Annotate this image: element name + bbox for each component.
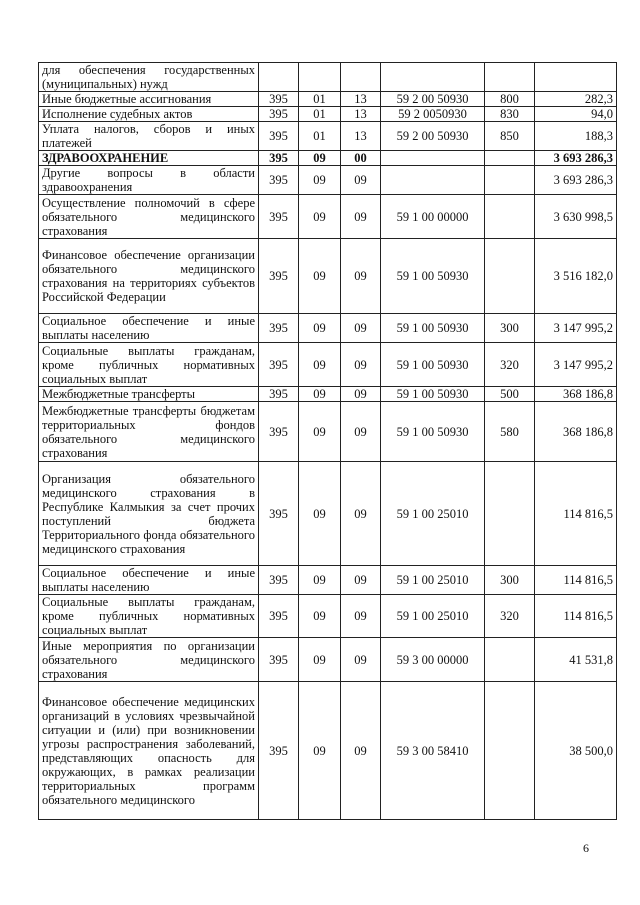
amount-cell: 3 693 286,3 [535,151,617,166]
admin-code-cell: 395 [259,166,299,195]
table-row [39,595,617,638]
section-code-cell: 09 [299,314,341,343]
target-article-cell: 59 1 00 50930 [381,239,485,314]
row-name-cell: Социальное обеспечение и иные выплаты населению [39,314,259,343]
table-row [39,387,617,402]
target-article-cell: 59 3 00 58410 [381,682,485,820]
table-row [39,566,617,595]
target-article-cell: 59 1 00 50930 [381,387,485,402]
table-row [39,314,617,343]
row-name-cell: Финансовое обеспечение медицинских организаций в условиях чрезвычайной ситуации и (или) при возникновении угрозы распространения заболеваний, представляющих опасность для окружающих, в рамках реализации территориальных программ обязательного медицинского [39,682,259,820]
subsection-code-cell: 09 [341,239,381,314]
admin-code-cell: 395 [259,682,299,820]
amount-cell: 3 516 182,0 [535,239,617,314]
expense-type-cell [485,638,535,682]
target-article-cell: 59 1 00 25010 [381,595,485,638]
table-row [39,462,617,566]
expense-type-cell [485,239,535,314]
target-article-cell: 59 1 00 50930 [381,343,485,387]
amount-cell: 3 147 995,2 [535,314,617,343]
subsection-code-cell: 09 [341,682,381,820]
admin-code-cell: 395 [259,462,299,566]
amount-cell: 114 816,5 [535,566,617,595]
amount-cell: 41 531,8 [535,638,617,682]
admin-code-cell: 395 [259,239,299,314]
row-name-cell: Финансовое обеспечение организации обязательного медицинского страхования на территориях субъектов Российской Федерации [39,239,259,314]
table-row [39,107,617,122]
amount-cell: 3 693 286,3 [535,166,617,195]
table-body [39,63,617,820]
row-name-cell: Уплата налогов, сборов и иных платежей [39,122,259,151]
subsection-code-cell: 09 [341,638,381,682]
row-name-cell: Социальные выплаты гражданам, кроме публичных нормативных социальных выплат [39,595,259,638]
row-name-cell: Осуществление полномочий в сфере обязательного медицинского страхования [39,195,259,239]
expense-type-cell: 800 [485,92,535,107]
section-code-cell: 01 [299,92,341,107]
subsection-code-cell: 09 [341,387,381,402]
subsection-code-cell: 09 [341,566,381,595]
expense-type-cell: 320 [485,595,535,638]
admin-code-cell: 395 [259,387,299,402]
admin-code-cell: 395 [259,566,299,595]
amount-cell: 94,0 [535,107,617,122]
row-name-cell: Исполнение судебных актов [39,107,259,122]
expense-type-cell [485,63,535,92]
expense-type-cell [485,151,535,166]
subsection-code-cell: 09 [341,462,381,566]
section-code-cell [299,63,341,92]
amount-cell: 368 186,8 [535,402,617,462]
target-article-cell [381,166,485,195]
subsection-code-cell: 09 [341,195,381,239]
section-code-cell: 09 [299,595,341,638]
expense-type-cell [485,195,535,239]
row-name-cell: Иные мероприятия по организации обязательного медицинского страхования [39,638,259,682]
section-code-cell: 09 [299,195,341,239]
amount-cell: 188,3 [535,122,617,151]
row-name-cell: Межбюджетные трансферты [39,387,259,402]
expense-type-cell: 500 [485,387,535,402]
target-article-cell: 59 1 00 25010 [381,566,485,595]
expense-type-cell: 850 [485,122,535,151]
admin-code-cell [259,63,299,92]
section-code-cell: 09 [299,638,341,682]
row-name-cell: ЗДРАВООХРАНЕНИЕ [39,151,259,166]
target-article-cell: 59 1 00 50930 [381,402,485,462]
expense-type-cell [485,462,535,566]
row-name-cell: Межбюджетные трансферты бюджетам территориальных фондов обязательного медицинского страхования [39,402,259,462]
expense-type-cell [485,166,535,195]
section-code-cell: 09 [299,343,341,387]
subsection-code-cell: 09 [341,314,381,343]
expense-type-cell: 830 [485,107,535,122]
row-name-cell: Социальное обеспечение и иные выплаты населению [39,566,259,595]
amount-cell: 38 500,0 [535,682,617,820]
expense-type-cell: 320 [485,343,535,387]
row-name-cell: Организация обязательного медицинского страхования в Республике Калмыкия за счет прочих поступлений бюджета Территориального фонда обязательного медицинского страхования [39,462,259,566]
section-code-cell: 09 [299,151,341,166]
target-article-cell [381,151,485,166]
expense-type-cell: 580 [485,402,535,462]
target-article-cell: 59 1 00 25010 [381,462,485,566]
amount-cell [535,63,617,92]
subsection-code-cell: 09 [341,402,381,462]
row-name-cell: Социальные выплаты гражданам, кроме публичных нормативных социальных выплат [39,343,259,387]
target-article-cell: 59 2 0050930 [381,107,485,122]
expense-type-cell: 300 [485,314,535,343]
table-row [39,343,617,387]
section-code-cell: 01 [299,122,341,151]
amount-cell: 368 186,8 [535,387,617,402]
subsection-code-cell [341,63,381,92]
section-code-cell: 09 [299,387,341,402]
admin-code-cell: 395 [259,107,299,122]
section-code-cell: 09 [299,566,341,595]
page-number: 6 [583,841,589,855]
admin-code-cell: 395 [259,122,299,151]
admin-code-cell: 395 [259,343,299,387]
amount-cell: 114 816,5 [535,595,617,638]
target-article-cell: 59 2 00 50930 [381,122,485,151]
table-row [39,402,617,462]
subsection-code-cell: 13 [341,107,381,122]
section-code-cell: 01 [299,107,341,122]
admin-code-cell: 395 [259,314,299,343]
target-article-cell: 59 2 00 50930 [381,92,485,107]
section-code-cell: 09 [299,402,341,462]
table-row [39,682,617,820]
expense-type-cell [485,682,535,820]
subsection-code-cell: 09 [341,166,381,195]
table-row [39,638,617,682]
admin-code-cell: 395 [259,151,299,166]
target-article-cell: 59 1 00 50930 [381,314,485,343]
subsection-code-cell: 13 [341,92,381,107]
section-code-cell: 09 [299,239,341,314]
subsection-code-cell: 13 [341,122,381,151]
amount-cell: 3 147 995,2 [535,343,617,387]
target-article-cell: 59 3 00 00000 [381,638,485,682]
section-code-cell: 09 [299,462,341,566]
target-article-cell: 59 1 00 00000 [381,195,485,239]
expense-type-cell: 300 [485,566,535,595]
subsection-code-cell: 00 [341,151,381,166]
amount-cell: 282,3 [535,92,617,107]
admin-code-cell: 395 [259,402,299,462]
section-code-cell: 09 [299,166,341,195]
admin-code-cell: 395 [259,595,299,638]
amount-cell: 3 630 998,5 [535,195,617,239]
admin-code-cell: 395 [259,92,299,107]
table-row [39,92,617,107]
admin-code-cell: 395 [259,195,299,239]
subsection-code-cell: 09 [341,595,381,638]
amount-cell: 114 816,5 [535,462,617,566]
table-row [39,122,617,151]
row-name-cell: Иные бюджетные ассигнования [39,92,259,107]
subsection-code-cell: 09 [341,343,381,387]
table-row [39,166,617,195]
budget-table [38,62,617,820]
table-row [39,195,617,239]
table-row [39,63,617,92]
section-code-cell: 09 [299,682,341,820]
row-name-cell: Другие вопросы в области здравоохранения [39,166,259,195]
admin-code-cell: 395 [259,638,299,682]
target-article-cell [381,63,485,92]
table-row [39,239,617,314]
row-name-cell: для обеспечения государственных (муниципальных) нужд [39,63,259,92]
table-row [39,151,617,166]
